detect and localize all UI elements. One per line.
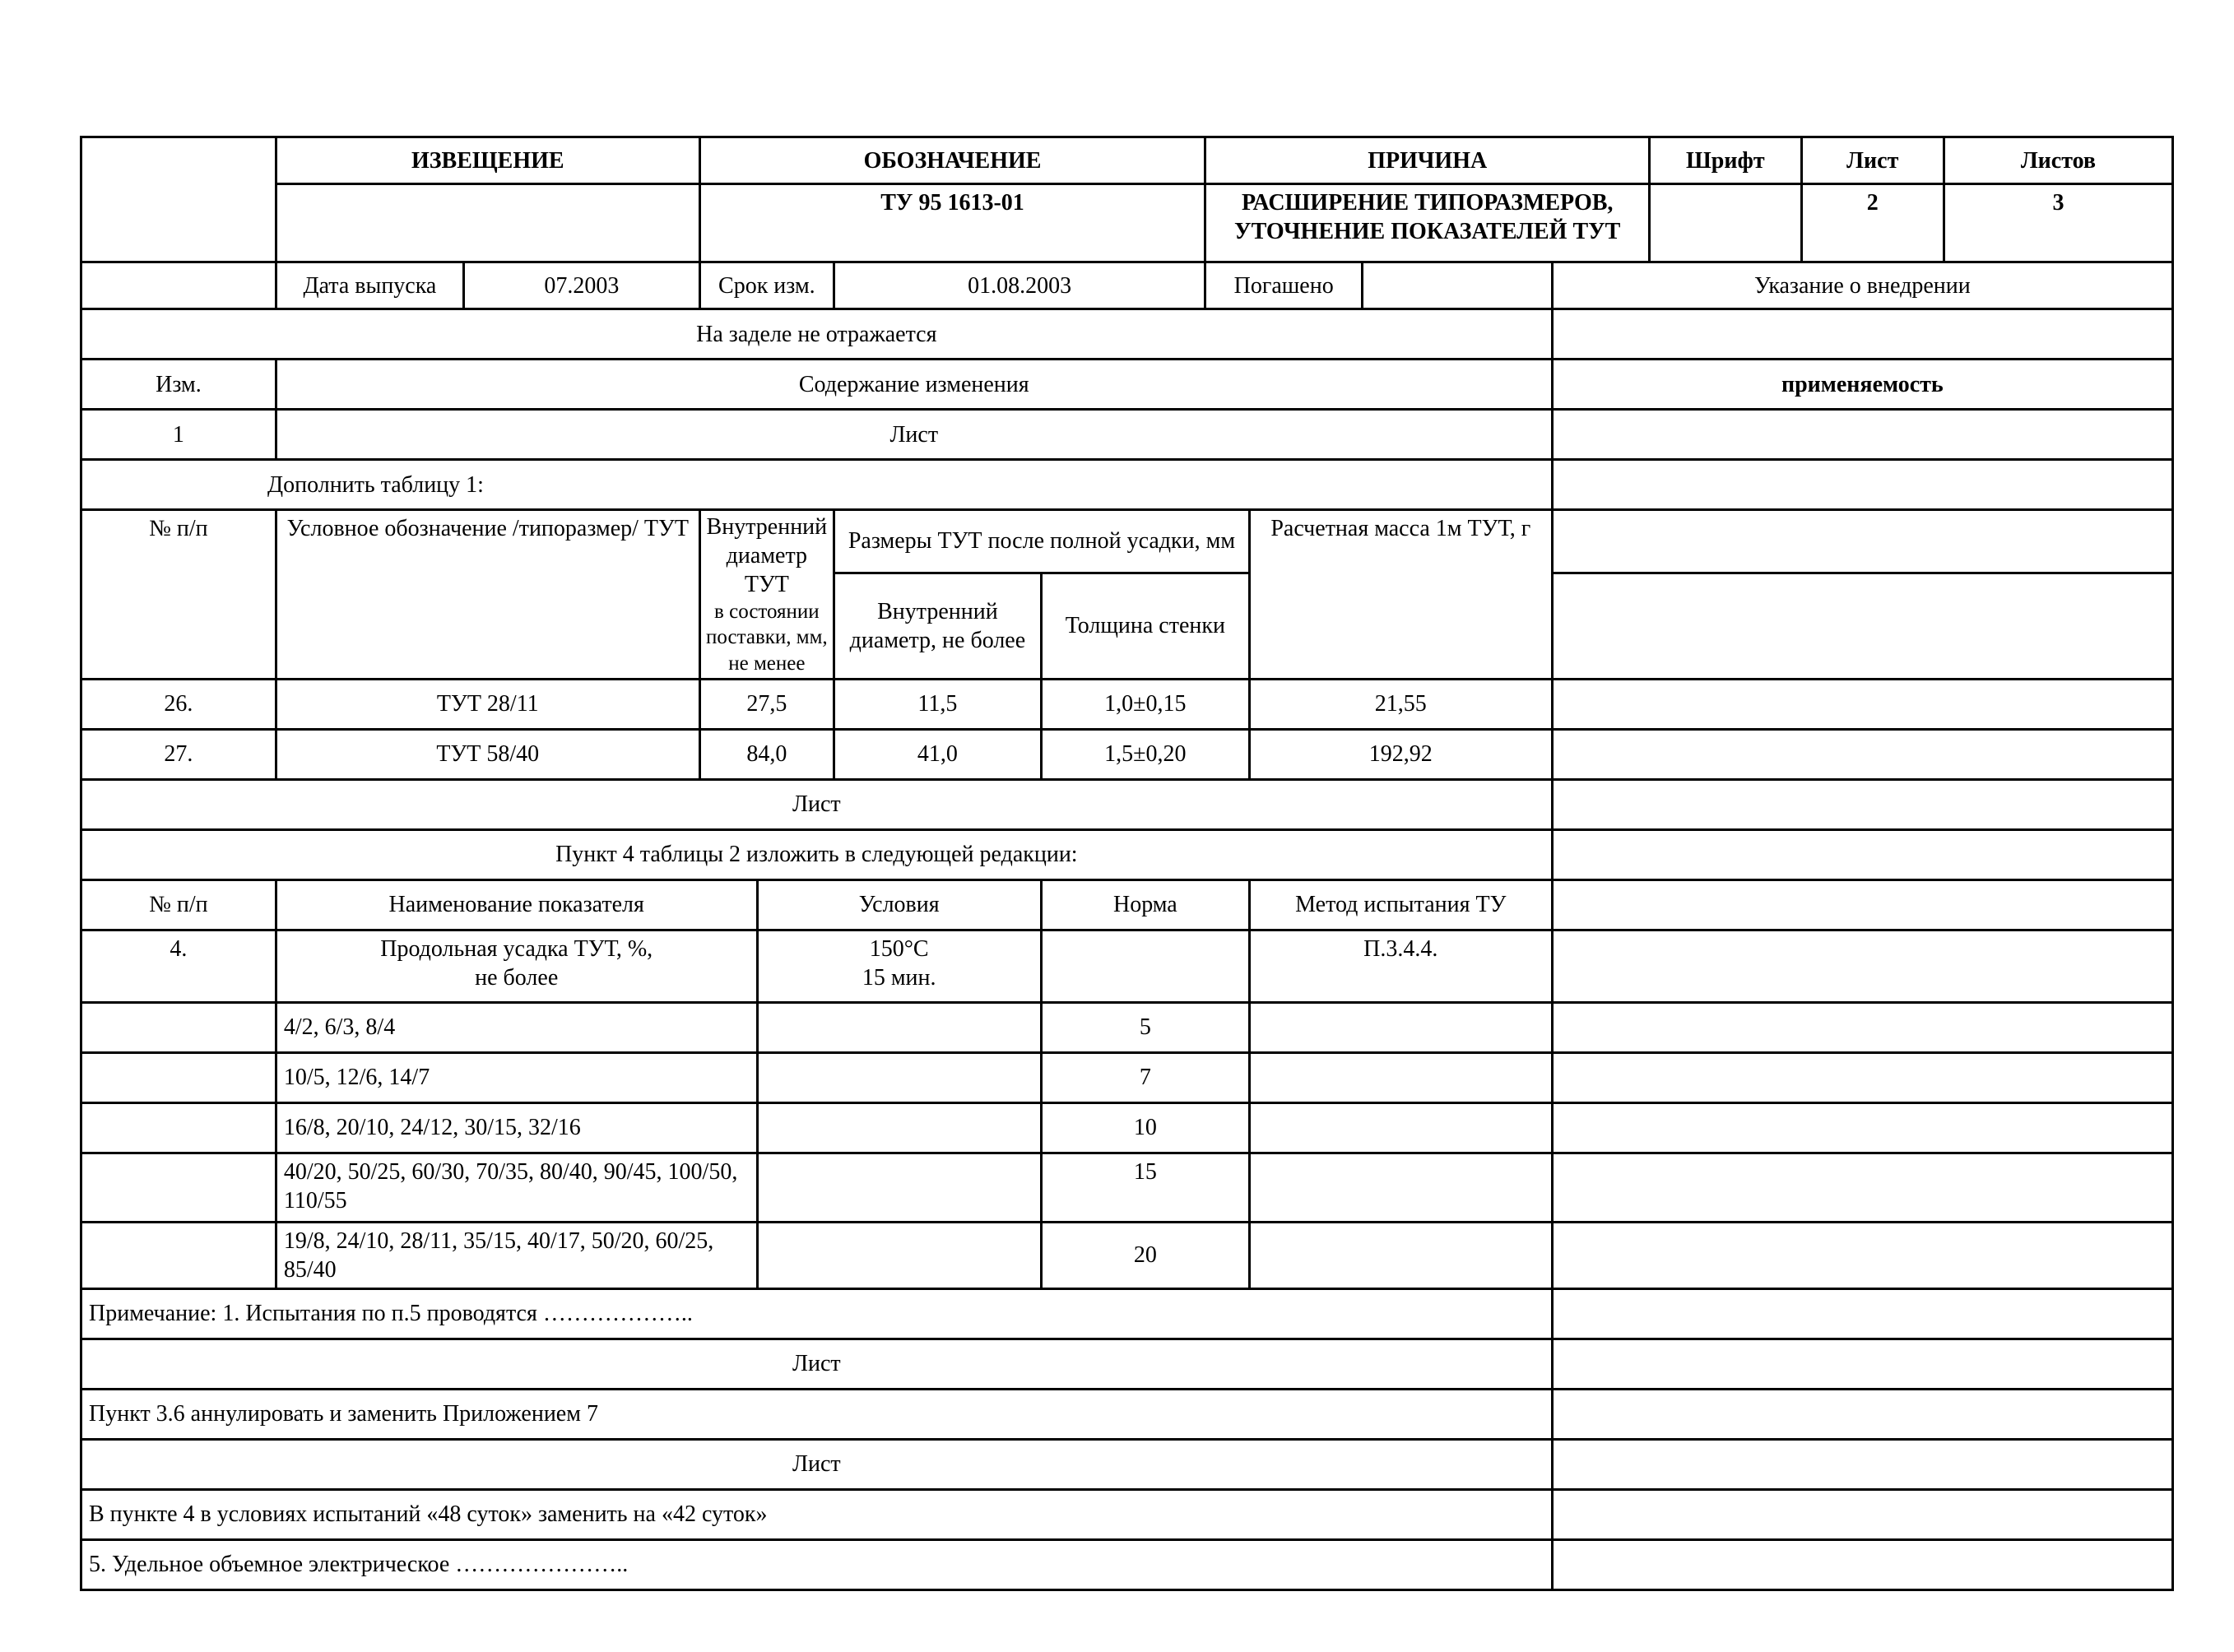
applicability-cell	[1552, 879, 2172, 930]
change-term-label: Срок изм.	[699, 262, 834, 309]
t2-blank	[81, 1102, 276, 1153]
issue-date-label: Дата выпуска	[276, 262, 463, 309]
implementation-value	[1552, 309, 2172, 360]
change-number: 1	[81, 410, 276, 460]
t2-col-num: № п/п	[81, 879, 276, 930]
applicability-cell	[1552, 1052, 2172, 1102]
designation-value: ТУ 95 1613-01	[699, 184, 1205, 262]
t1-col-mass: Расчетная масса 1м ТУТ, г	[1249, 510, 1552, 680]
t2-col-method: Метод испытания ТУ	[1249, 879, 1552, 930]
applicability-cell	[1552, 829, 2172, 879]
t2-norm: 7	[1041, 1052, 1249, 1102]
notice-value	[276, 184, 699, 262]
t2-item-num: 4.	[81, 930, 276, 1002]
t2-blank	[757, 1002, 1041, 1052]
applicability-cell	[1552, 460, 2172, 510]
table-row	[81, 1153, 2173, 1222]
table1-instruction: Дополнить таблицу 1:	[81, 460, 1553, 510]
t2-sizes: 4/2, 6/3, 8/4	[276, 1002, 757, 1052]
reason-value: РАСШИРЕНИЕ ТИПОРАЗМЕРОВ, УТОЧНЕНИЕ ПОКАЗАТЕЛЕЙ ТУТ	[1205, 184, 1650, 262]
applicability-cell	[1552, 1222, 2172, 1288]
table2-instruction: Пункт 4 таблицы 2 изложить в следующей редакции:	[81, 829, 1553, 879]
col-change: Изм.	[81, 360, 276, 410]
repaid-label: Погашено	[1205, 262, 1363, 309]
change-notice-document	[80, 136, 2174, 1591]
t1-col-designation: Условное обозначение /типоразмер/ ТУТ	[276, 510, 699, 680]
table-row	[81, 1002, 2173, 1052]
applicability-cell	[1552, 573, 2172, 679]
t2-blank	[81, 1002, 276, 1052]
t1-col-inner-line2: в состоянии поставки, мм, не менее	[706, 601, 828, 675]
t2-col-norm: Норма	[1041, 879, 1249, 930]
applicability-cell	[1552, 1002, 2172, 1052]
applicability-cell	[1552, 1439, 2172, 1489]
applicability-cell	[1552, 510, 2172, 573]
table-row	[81, 1222, 2173, 1288]
t1-num: 26.	[81, 679, 276, 729]
table-row	[81, 1102, 2173, 1153]
t1-col-dims-inner: Внутренний диаметр, не более	[834, 573, 1042, 679]
t2-sizes: 19/8, 24/10, 28/11, 35/15, 40/17, 50/20, 60/25, 85/40	[276, 1222, 757, 1288]
item5-text: 5. Удельное объемное электрическое …………………..	[81, 1539, 1553, 1589]
t2-blank	[1249, 1222, 1552, 1288]
t2-blank	[757, 1102, 1041, 1153]
t1-col-num: № п/п	[81, 510, 276, 680]
t2-item-conditions	[757, 930, 1041, 1002]
sheet-heading: Лист	[276, 410, 1552, 460]
t1-inner: 27,5	[699, 679, 834, 729]
note-text: Примечание: 1. Испытания по п.5 проводятся ………………..	[81, 1288, 1553, 1339]
t1-after-inner: 11,5	[834, 679, 1042, 729]
applicability-cell	[1552, 679, 2172, 729]
sheets-label: Листов	[1944, 137, 2172, 184]
sheet-heading: Лист	[81, 1339, 1553, 1389]
t2-sizes: 16/8, 20/10, 24/12, 30/15, 32/16	[276, 1102, 757, 1153]
applicability-cell	[1552, 1539, 2172, 1589]
item4-text: В пункте 4 в условиях испытаний «48 суток» заменить на «42 суток»	[81, 1489, 1553, 1539]
table-row	[81, 679, 2173, 729]
t1-designation: ТУТ 28/11	[276, 679, 699, 729]
applicability-cell	[1552, 779, 2172, 829]
t2-blank	[1249, 1052, 1552, 1102]
blank-header-cell	[81, 137, 276, 262]
t1-col-inner-diameter	[699, 510, 834, 680]
sheet-heading: Лист	[81, 1439, 1553, 1489]
change-term-value: 01.08.2003	[834, 262, 1205, 309]
t2-sizes: 40/20, 50/25, 60/30, 70/35, 80/40, 90/45, 100/50, 110/55	[276, 1153, 757, 1222]
t2-norm: 20	[1041, 1222, 1249, 1288]
t2-norm: 5	[1041, 1002, 1249, 1052]
t2-blank	[1249, 1153, 1552, 1222]
t2-blank	[81, 1153, 276, 1222]
t2-item-name-line2: не более	[475, 964, 559, 991]
table-row	[81, 729, 2173, 779]
t2-sizes: 10/5, 12/6, 14/7	[276, 1052, 757, 1102]
t2-blank	[1249, 1002, 1552, 1052]
t2-blank	[81, 1052, 276, 1102]
t2-item-method: П.3.4.4.	[1249, 930, 1552, 1002]
applicability-cell	[1552, 410, 2172, 460]
t2-blank	[757, 1153, 1041, 1222]
t2-item-conditions-line1: 150°С	[869, 935, 929, 962]
sheets-value: 3	[1944, 184, 2172, 262]
font-value	[1650, 184, 1802, 262]
t1-num: 27.	[81, 729, 276, 779]
applicability-cell	[1552, 930, 2172, 1002]
t2-item-name-line1: Продольная усадка ТУТ, %,	[380, 935, 653, 962]
designation-label: ОБОЗНАЧЕНИЕ	[699, 137, 1205, 184]
applicability-cell	[1552, 729, 2172, 779]
t2-item-name	[276, 930, 757, 1002]
t2-item-conditions-line2: 15 мин.	[862, 964, 936, 991]
applicability-cell	[1552, 1489, 2172, 1539]
implementation-label: Указание о внедрении	[1552, 262, 2172, 309]
blank-date-cell	[81, 262, 276, 309]
notice-label: ИЗВЕЩЕНИЕ	[276, 137, 699, 184]
applicability-cell	[1552, 1389, 2172, 1439]
backlog-text: На заделе не отражается	[81, 309, 1553, 360]
t2-item-norm	[1041, 930, 1249, 1002]
t2-blank	[757, 1052, 1041, 1102]
t1-col-dims: Размеры ТУТ после полной усадки, мм	[834, 510, 1250, 573]
item3-text: Пункт 3.6 аннулировать и заменить Приложением 7	[81, 1389, 1553, 1439]
t1-wall: 1,5±0,20	[1041, 729, 1249, 779]
applicability-cell	[1552, 1288, 2172, 1339]
t2-blank	[1249, 1102, 1552, 1153]
sheet-heading: Лист	[81, 779, 1553, 829]
t2-col-name: Наименование показателя	[276, 879, 757, 930]
t2-blank	[81, 1222, 276, 1288]
sheet-label: Лист	[1801, 137, 1944, 184]
t1-wall: 1,0±0,15	[1041, 679, 1249, 729]
t2-norm: 15	[1041, 1153, 1249, 1222]
applicability-cell	[1552, 1339, 2172, 1389]
t1-inner: 84,0	[699, 729, 834, 779]
t1-mass: 21,55	[1249, 679, 1552, 729]
applicability-cell	[1552, 1153, 2172, 1222]
font-label: Шрифт	[1650, 137, 1802, 184]
t1-col-dims-wall: Толщина стенки	[1041, 573, 1249, 679]
repaid-value	[1363, 262, 1553, 309]
applicability-label: применяемость	[1552, 360, 2172, 410]
sheet-value: 2	[1801, 184, 1944, 262]
t2-col-conditions: Условия	[757, 879, 1041, 930]
change-notice-form	[80, 136, 2174, 1591]
t2-norm: 10	[1041, 1102, 1249, 1153]
t1-after-inner: 41,0	[834, 729, 1042, 779]
issue-date-value: 07.2003	[463, 262, 699, 309]
t1-col-inner-line1: Внутренний диаметр ТУТ	[706, 514, 828, 597]
applicability-cell	[1552, 1102, 2172, 1153]
t1-designation: ТУТ 58/40	[276, 729, 699, 779]
col-content: Содержание изменения	[276, 360, 1552, 410]
t1-mass: 192,92	[1249, 729, 1552, 779]
table-row	[81, 1052, 2173, 1102]
t2-blank	[757, 1222, 1041, 1288]
reason-label: ПРИЧИНА	[1205, 137, 1650, 184]
